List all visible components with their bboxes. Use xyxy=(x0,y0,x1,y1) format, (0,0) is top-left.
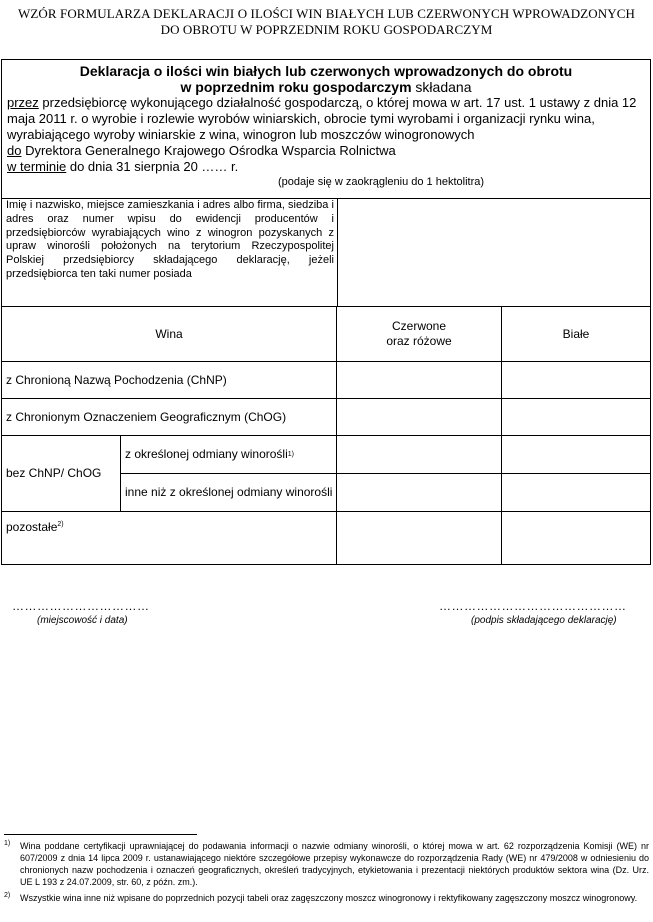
applicant-field[interactable] xyxy=(338,199,650,306)
declaration-intro xyxy=(2,60,650,199)
place-date-caption: (miejscowość i data) xyxy=(37,615,128,626)
input-chnp-biale[interactable] xyxy=(502,362,650,398)
footnote-1-number: 1) xyxy=(4,840,11,847)
signature-caption: (podpis składającego deklarację) xyxy=(471,615,617,626)
input-chnp-czerwone[interactable] xyxy=(337,362,501,398)
title-line-2-rest: składana xyxy=(411,79,472,95)
table-row-chnp xyxy=(2,362,650,399)
declaration-title xyxy=(2,60,650,95)
input-bez-inne-czerwone[interactable] xyxy=(337,474,501,511)
row-label-bez-inne: inne niż z określonej odmiany winorośli xyxy=(125,485,333,499)
row-label-pozostale xyxy=(2,512,336,564)
footnote-1-text: Wina poddane certyfikacji uprawniającej do podawania informacji o nazwie odmiany winorośli, o której mowa w art. 62 rozporządzenia Komisji (WE) nr 607/2009 z dnia 14 lipca 2009 r. ustanawiającego niektóre szczegółowe przepisy wykonawcze do rozporządzenia Rady (WE) nr 479/2008 w odniesieniu do chronionych nazw pochodzenia i oznaczeń geograficznych, określeń tradycyjnych, etykietowania i prezentacji niektórych produktów sektora wina (Dz. Urz. UE L 193 z 24.07.2009, str. 60, z późn. zm.). xyxy=(20,841,649,887)
input-pozostale-czerwone[interactable] xyxy=(337,512,501,564)
col-header-wina: Wina xyxy=(155,326,183,341)
termin-word: w terminie xyxy=(7,159,67,174)
col-header-czerwone-line-1: Czerwone xyxy=(391,319,447,333)
title-line-1: Deklaracja o ilości win białych lub czerwonych wprowadzonych do obrotu xyxy=(79,63,573,79)
table-row-pozostale xyxy=(2,512,650,564)
place-date-dots: …………………………… xyxy=(12,599,150,613)
form-header-line-2: DO OBROTU W POPRZEDNIM ROKU GOSPODARCZYM xyxy=(160,22,493,37)
row-label-bez-odmiana-text: z określonej odmiany winorośli xyxy=(125,447,288,461)
form-header xyxy=(0,6,653,38)
footnote-2 xyxy=(4,892,649,904)
col-header-czerwone-line-2: oraz różowe xyxy=(386,334,452,348)
row-label-chog: z Chronionym Oznaczeniem Geograficznym (ChOG) xyxy=(6,409,287,424)
title-line-2-bold: w poprzednim roku gospodarczym xyxy=(180,79,412,95)
table-row-chog xyxy=(2,399,650,436)
do-paragraph xyxy=(2,143,650,159)
przez-text: przedsiębiorcę wykonującego działalność gospodarczą, o której mowa w art. 17 ust. 1 ustawy z dnia 12 maja 2011 r. o wyrobie i rozlewie wyrobów winiarskich, obrocie tymi wyrobami i organizacji rynku wina, wyrabiającego wyroby winiarskie z wina, winogron lub moszczów winogronowych xyxy=(7,95,637,142)
input-chog-czerwone[interactable] xyxy=(337,399,501,435)
applicant-label: Imię i nazwisko, miejsce zamieszkania i adres albo firma, siedziba i adres oraz numer wpisu do ewidencji producentów i przedsiębiorców wyrabiających wino z winogron pozyskanych z upraw winorośli położonych na terytorium Rzeczypospolitej Polskiej przedsiębiorcy składającego deklarację, jeżeli przedsiębiorca ten taki numer posiada xyxy=(6,199,334,280)
input-bez-odmiana-czerwone[interactable] xyxy=(337,436,501,473)
footnote-2-text: Wszystkie wina inne niż wpisane do poprzednich pozycji tabeli oraz zagęszczony moszcz winogronowy i rektyfikowany zagęszczony moszcz winogronowy. xyxy=(20,893,638,903)
input-chog-biale[interactable] xyxy=(502,399,650,435)
row-label-bez: bez ChNP/ ChOG xyxy=(6,466,102,480)
footnote-ref-2: 2) xyxy=(57,521,64,528)
do-text: Dyrektora Generalnego Krajowego Ośrodka Wsparcia Rolnictwa xyxy=(21,143,396,158)
row-label-chnp: z Chronioną Nazwą Pochodzenia (ChNP) xyxy=(6,372,227,387)
row-label-bez-odmiana xyxy=(121,436,336,473)
footnote-1 xyxy=(4,840,649,888)
table-group-bez xyxy=(2,436,650,512)
termin-text: do dnia 31 sierpnia 20 …… r. xyxy=(66,159,239,174)
row-label-pozostale-text: pozostałe xyxy=(6,520,58,534)
input-bez-inne-biale[interactable] xyxy=(502,474,650,511)
form-header-line-1: WZÓR FORMULARZA DEKLARACJI O ILOŚCI WIN BIAŁYCH LUB CZERWONYCH WPROWADZONYCH xyxy=(17,6,636,21)
termin-paragraph xyxy=(2,159,650,175)
applicant-row xyxy=(2,199,650,307)
signature-dots: ……………………………………… xyxy=(439,599,627,613)
footnote-2-number: 2) xyxy=(4,892,11,899)
footnote-rule xyxy=(4,834,197,835)
przez-word: przez xyxy=(7,95,39,110)
rounding-note: (podaje się w zaokrągleniu do 1 hektolitra) xyxy=(277,176,485,188)
przez-paragraph xyxy=(2,95,650,143)
col-header-biale: Białe xyxy=(562,326,590,341)
do-word: do xyxy=(7,143,22,158)
input-bez-odmiana-biale[interactable] xyxy=(502,436,650,473)
title-line-2 xyxy=(2,79,650,95)
declaration-form xyxy=(1,59,651,565)
footnote-ref-1: 1) xyxy=(287,451,294,458)
col-header-czerwone xyxy=(337,307,501,361)
input-pozostale-biale[interactable] xyxy=(502,512,650,564)
table-header-row xyxy=(2,307,650,362)
